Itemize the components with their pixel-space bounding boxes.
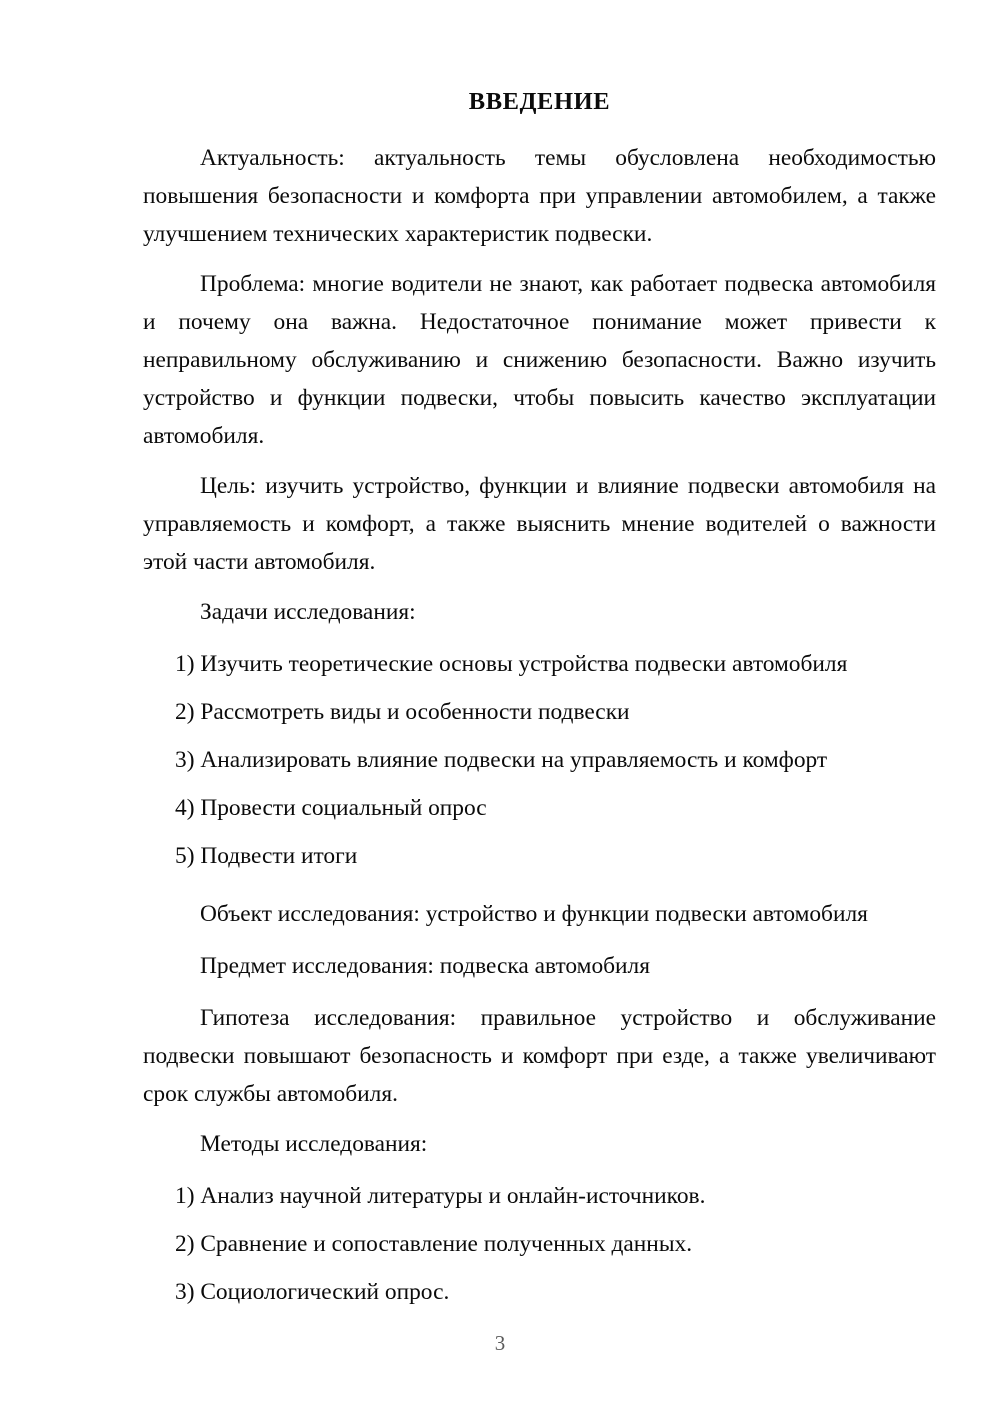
- heading-methods: Методы исследования:: [200, 1131, 428, 1158]
- page-number: 3: [494, 1331, 506, 1355]
- document-body: [143, 88, 936, 1325]
- list-item: 2) Сравнение и сопоставление полученных данных.: [175, 1231, 693, 1258]
- paragraph-relevance: Актуальность: актуальность темы обусловлена необходимостью повышения безопасности и комфорта при управлении автомобилем, а также улучшением технических характеристик подвески.: [143, 145, 936, 248]
- list-item: 2) Рассмотреть виды и особенности подвески: [175, 699, 630, 726]
- list-item: 4) Провести социальный опрос: [175, 795, 487, 822]
- list-item: 1) Изучить теоретические основы устройства подвески автомобиля: [175, 651, 848, 678]
- list-item: 1) Анализ научной литературы и онлайн-источников.: [175, 1183, 706, 1210]
- list-item: 3) Социологический опрос.: [175, 1279, 450, 1306]
- paragraph-goal: Цель: изучить устройство, функции и влияние подвески автомобиля на управляемость и комфорт, а также выяснить мнение водителей о важности этой части автомобиля.: [143, 473, 936, 576]
- methods-list: [143, 1177, 936, 1311]
- list-item: 5) Подвести итоги: [175, 843, 358, 870]
- page-title: ВВЕДЕНИЕ: [468, 88, 611, 115]
- paragraph-subject: Предмет исследования: подвеска автомобиля: [200, 953, 650, 980]
- list-item: 3) Анализировать влияние подвески на управляемость и комфорт: [175, 747, 828, 774]
- paragraph-problem: Проблема: многие водители не знают, как работает подвеска автомобиля и почему она важна. Недостаточное понимание может привести к неправильному обслуживанию и снижению безопасности. Важно изучить устройство и функции подвески, чтобы повысить качество эксплуатации автомобиля.: [143, 271, 936, 450]
- paragraph-object: Объект исследования: устройство и функции подвески автомобиля: [200, 901, 868, 928]
- heading-tasks: Задачи исследования:: [200, 599, 416, 626]
- paragraph-hypothesis: Гипотеза исследования: правильное устройство и обслуживание подвески повышают безопасность и комфорт при езде, а также увеличивают срок службы автомобиля.: [143, 1005, 936, 1108]
- tasks-list: [143, 645, 936, 875]
